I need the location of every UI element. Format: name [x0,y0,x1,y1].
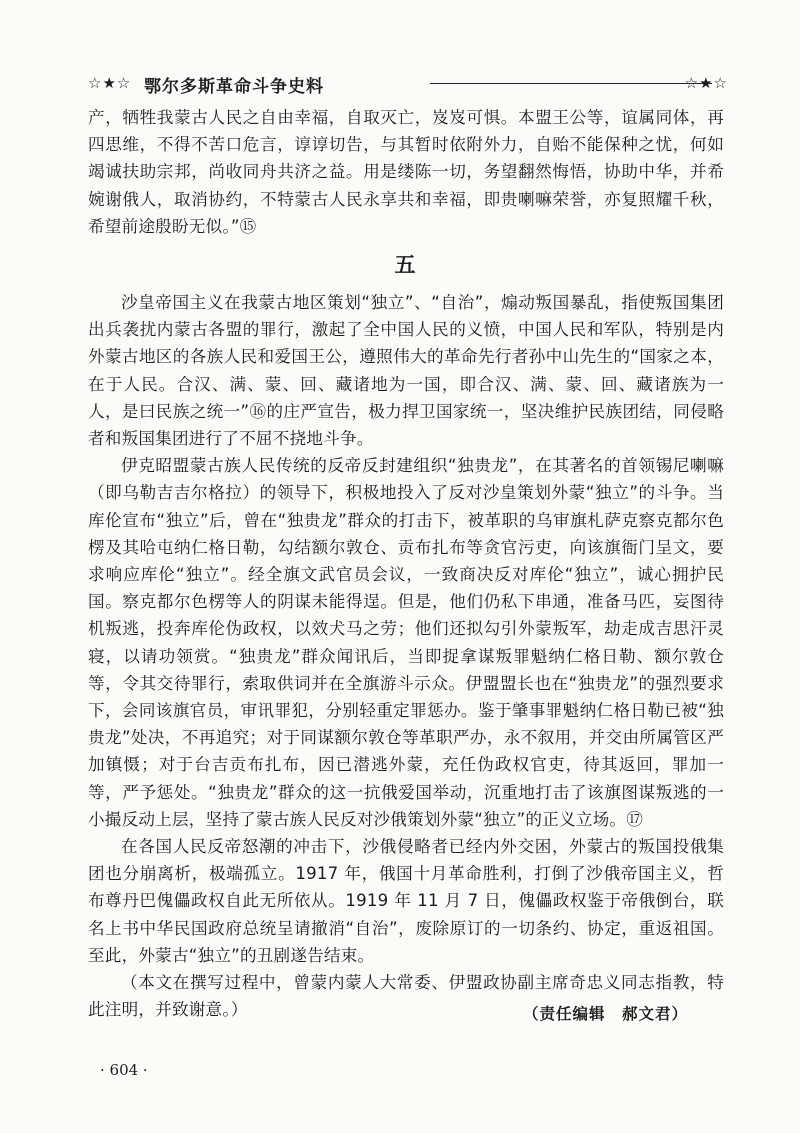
section-heading: 五 [394,253,418,278]
publication-title: 鄂尔多斯革命斗争史料 [144,77,324,97]
paragraph: 沙皇帝国主义在我蒙古地区策划“独立”、“自治”，煽动叛国暴乱，指使叛国集团出兵袭扰内蒙古各盟的罪行，激起了全中国人民的义愤，中国人民和军队，特别是内外蒙古地区的各族人民和爱国王公，遵照伟大的革命先行者孙中山先生的“国家之本，在于人民。合汉、满、蒙、回、藏诸地为一国，即合汉、满、蒙、回、藏诸族为一人，是曰民族之统一”⑯的庄严宣告，极力捍卫国家统一，坚决维护民族团结，同侵略者和叛国集团进行了不屈不挠地斗争。 [88,293,724,449]
paragraph: 伊克昭盟蒙古族人民传统的反帝反封建组织“独贵龙”，在其著名的首领锡尼喇嘛（即乌勒吉吉尔格拉）的领导下，积极地投入了反对沙皇策划外蒙“独立”的斗争。当库伦宣布“独立”后，曾在“独贵龙”群众的打击下，被革职的乌审旗札萨克察克都尔色楞及其哈屯纳仁格日勒，勾结额尔敦仓、贡布扎布等贪官污吏，向该旗衙门呈文，要求响应库伦“独立”。经全旗文武官员会议，一致商决反对库伦“独立”，诚心拥护民国。察克都尔色楞等人的阴谋未能得逞。但是，他们仍私下串通，准备马匹，妄图待机叛逃，投奔库伦伪政权，以效犬马之劳；他们还拟勾引外蒙叛军，劫走成吉思汗灵寝，以请功领赏。“独贵龙”群众闻讯后，当即捉拿谋叛罪魁纳仁格日勒、额尔敦仓等，令其交待罪行，索取供词并在全旗游斗示众。伊盟盟长也在“独贵龙”的强烈要求下，会同该旗官员，审讯罪犯，分别轻重定罪惩办。鉴于肇事罪魁纳仁格日勒已被“独贵龙”处决，不再追究；对于同谋额尔敦仓等革职严办，永不叙用，并交由所属管区严加镇慑；对于台吉贡布扎布，因已潜逃外蒙，充任伪政权官吏，待其返回，罪加一等，严予惩处。“独贵龙”群众的这一抗俄爱国举动，沉重地打击了该旗图谋叛逃的一小撮反动上层，坚持了蒙古族人民反对沙俄策划外蒙“独立”的正义立场。⑰ [88,456,724,829]
paragraph: 在各国人民反帝怒潮的冲击下，沙俄侵略者已经内外交困，外蒙古的叛国投俄集团也分崩离析，极端孤立。1917 年，俄国十月革命胜利，打倒了沙俄帝国主义，哲布尊丹巴傀儡政权自此无所依从。1919 年 11 月 7 日，傀儡政权鉴于帝俄倒台，联名上书中华民国政府总统呈请撤消“自治”，废除原订的一切条约、协定，重返祖国。至此，外蒙古“独立”的丑剧遂告结束。 [88,837,724,965]
acknowledgement-note: （本文在撰写过程中，曾蒙内蒙人大常委、伊盟政协副主席奇忠义同志指教，特此注明，并致谢意。） [88,973,724,1020]
header-rule [430,83,712,84]
decorative-stars-left: ☆★☆ [88,74,132,92]
page-number: · 604 · [100,1061,148,1079]
editor-credit: （责任编辑 郝文君） [523,1005,689,1023]
body-text [88,104,724,1024]
paragraph-continued: 产，牺牲我蒙古人民之自由幸福，自取灭亡，岌岌可惧。本盟王公等，谊属同体，再四思维，不得不苦口危言，谆谆切告，与其暂时依附外力，自贻不能保种之忧，何如竭诚扶助宗邦，尚收同舟共济之益。用是缕陈一切，务望翻然悔悟，协助中华，并希婉谢俄人，取消协约，不特蒙古人民永享共和幸福，即贵喇嘛荣誉，亦复照耀千秋，希望前途殷盼无似。”⑮ [88,108,724,236]
running-header [88,72,728,98]
decorative-stars-right: ☆★☆ [684,74,728,92]
